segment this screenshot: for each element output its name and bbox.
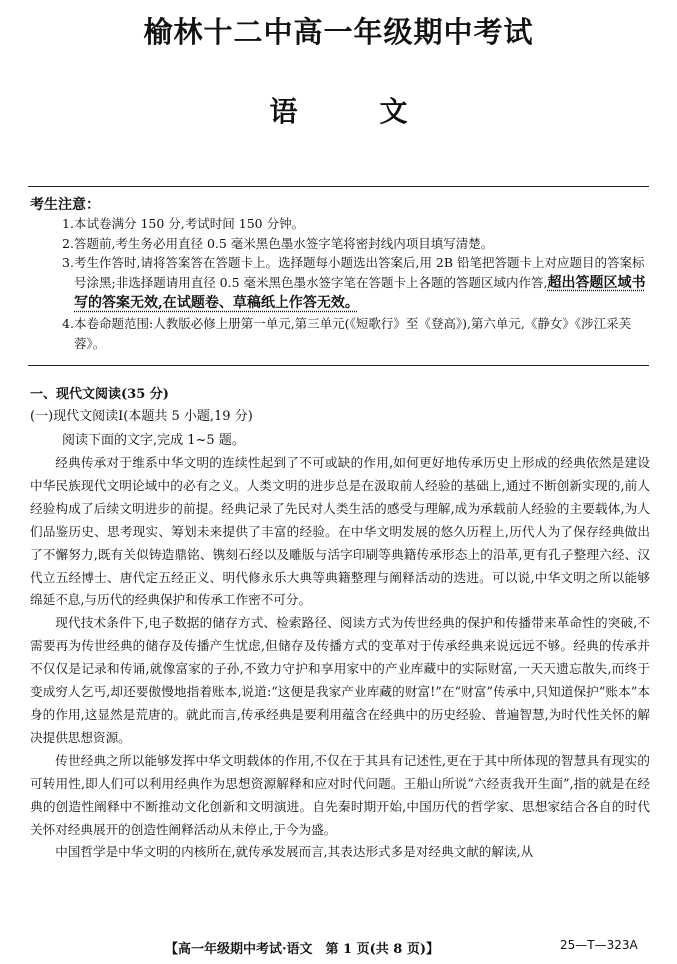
subject-title bbox=[0, 90, 677, 130]
notice-text: 本卷命题范围:人教版必修上册第一单元,第三单元(《短歌行》至《登高》),第六单元,《静女》《涉江采芙蓉》。 bbox=[74, 315, 632, 351]
notice-item-2 bbox=[62, 234, 650, 254]
notice-heading: 考生注意： bbox=[30, 197, 100, 213]
passage-paragraph: 传世经典之所以能够发挥中华文明载体的作用,不仅在于其具有记述性,更在于其中所体现的智慧具有现实的可转用性,即人们可以利用经典作为思想资源解释和应对时代问题。王船山所说“六经责我开生面”,指的就是在经典的创造性阐释中不断推动文化创新和文明演进。自先秦时期开始,中国历代的哲学家、思想家结合各自的时代关怀对经典展开的创造性阐释活动从未停止,于今为盛。 bbox=[30, 752, 650, 837]
reading-passage bbox=[30, 452, 650, 864]
notice-text: 考生作答时,请将答案答在答题卡上。选择题每小题选出答案后,用 2B 铅笔把答题卡上对应题目的答案标号涂黑;非选择题请用直径 0.5 毫米黑色墨水签字笔在答题卡上各题的答题区域内作答, bbox=[74, 255, 645, 290]
notice-item-3 bbox=[62, 253, 650, 314]
footer-page-info: 【高一年级期中考试·语文 第 1 页(共 8 页)】 bbox=[165, 942, 440, 957]
subject-char-2: 文 bbox=[379, 95, 408, 128]
passage-paragraph: 经典传承对于维系中华文明的连续性起到了不可或缺的作用,如何更好地传承历史上形成的经典依然是建设中华民族现代文明论域中的必有之义。人类文明的进步总是在汲取前人经验的基础上,通过不断创新实现的,前人经验构成了后续文明进步的前提。经典记录了先民对人类生活的感受与理解,成为承载前人经验的主要载体,为人们品鉴历史、思考现实、筹划未来提供了丰富的经验。在中华文明发展的悠久历程上,历代人为了保存经典做出了不懈努力,既有关似铸造鼎铭、镌刻石经以及雕版与活字印刷等典籍传承形态上的沿革,更有孔子整理六经、汉代立五经博士、唐代定五经正义、明代修永乐大典等典籍整理与阐释活动的迭进。可以说,中华文明之所以能够绵延不息,与历代的经典保护和传承工作密不可分。 bbox=[30, 455, 650, 608]
notice-text: 本试卷满分 150 分,考试时间 150 分钟。 bbox=[74, 216, 305, 231]
notice-num: 1. bbox=[62, 216, 74, 231]
notice-num: 3. bbox=[62, 255, 74, 271]
notice-num: 2. bbox=[62, 235, 74, 251]
notice-text: 答题前,考生务必用直径 0.5 毫米黑色墨水签字笔将密封线内项目填写清楚。 bbox=[74, 235, 494, 251]
notice-top-rule bbox=[28, 186, 649, 187]
section-title: 一、现代文阅读(35 分) bbox=[30, 387, 169, 402]
footer-code: 25—T—323A bbox=[560, 938, 638, 952]
notice-num: 4. bbox=[62, 315, 74, 331]
notice-emphasis: 超出答题区域书写的答案无效,在试题卷、草稿纸上作答无效。 bbox=[74, 274, 646, 312]
reading-instruction: 阅读下面的文字,完成 1~5 题。 bbox=[62, 433, 245, 448]
notice-item-4 bbox=[62, 314, 650, 353]
notice-item-1 bbox=[62, 214, 650, 234]
notice-list bbox=[62, 214, 650, 353]
notice-bottom-rule bbox=[28, 365, 649, 366]
exam-title: 榆林十二中高一年级期中考试 bbox=[143, 15, 534, 49]
subject-char-1: 语 bbox=[269, 95, 298, 128]
subsection-title: (一)现代文阅读Ⅰ(本题共 5 小题,19 分) bbox=[30, 409, 253, 424]
passage-paragraph: 现代技术条件下,电子数据的储存方式、检索路径、阅读方式为传世经典的保护和传播带来革命性的突破,不需要再为传世经典的储存及传播产生忧虑,但储存及传播方式的变革对于传承经典来说远远不够。经典的传承并不仅仅是记录和传诵,就像富家的子孙,不致力守护和享用家中的产业库藏中的实际财富,一天天遗忘散失,而终于变成穷人乞丐,却还要傲慢地指着账本,说道:“这便是我家产业库藏的财富!”在“财富”传承中,只知道保护“账本”本身的作用,这显然是荒唐的。就此而言,传承经典是要利用蕴含在经典中的历史经验、普遍智慧,为时代性关怀的解决提供思想资源。 bbox=[30, 615, 650, 745]
passage-paragraph: 中国哲学是中华文明的内核所在,就传承发展而言,其表达形式多是对经典文献的解读,从 bbox=[55, 844, 534, 860]
